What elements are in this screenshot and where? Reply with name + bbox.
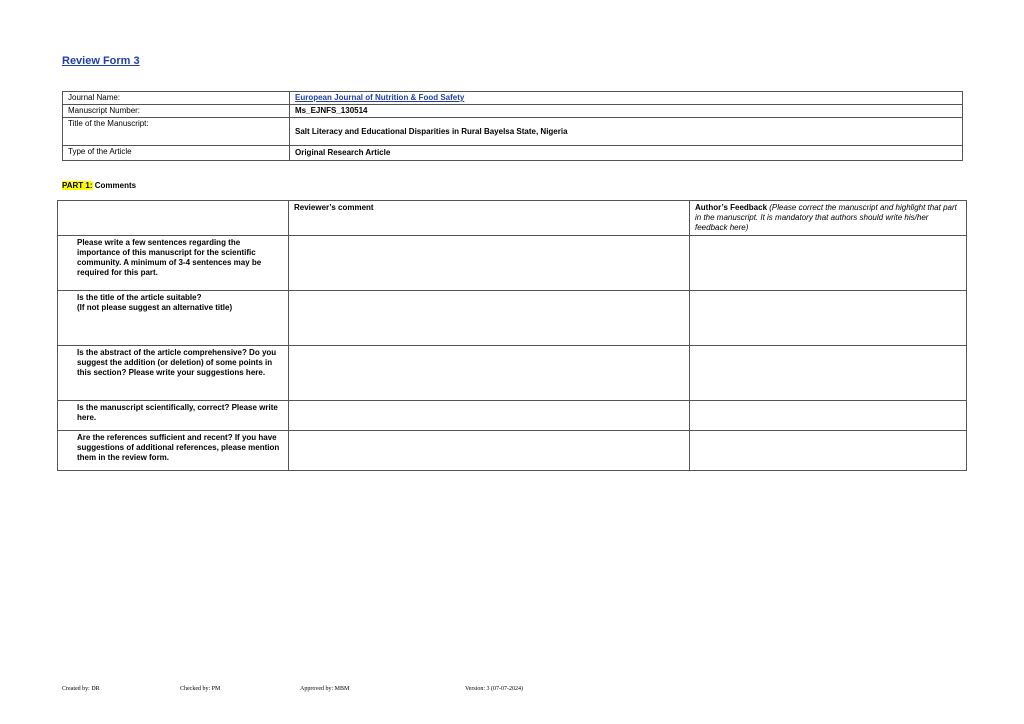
table-row: [58, 431, 967, 471]
table-row: [58, 346, 967, 401]
footer-version: Version: 3 (07-07-2024): [465, 686, 523, 692]
table-row: [58, 401, 967, 431]
author-feedback-header: [690, 201, 967, 236]
question-correctness: Is the manuscript scientifically, correct? Please write here.: [58, 401, 289, 431]
reviewer-comment-cell[interactable]: [289, 431, 690, 471]
author-feedback-label: Author’s Feedback: [695, 203, 768, 212]
journal-name-label: Journal Name:: [63, 92, 290, 105]
table-row: [63, 118, 963, 146]
question-references: Are the references sufficient and recent? If you have suggestions of additional references, please mention them in the review form.: [58, 431, 289, 471]
author-feedback-cell[interactable]: [690, 291, 967, 346]
author-feedback-cell[interactable]: [690, 236, 967, 291]
manuscript-number-value: Ms_EJNFS_130514: [290, 105, 963, 118]
author-feedback-cell[interactable]: [690, 401, 967, 431]
reviewer-comment-header: Reviewer’s comment: [289, 201, 690, 236]
journal-name-link[interactable]: European Journal of Nutrition & Food Safety: [295, 93, 465, 102]
part1-label: PART 1:: [62, 181, 93, 190]
author-feedback-note: (Please correct the manuscript and highlight that part in the manuscript. It is mandatory that authors should write his/her feedback here): [695, 203, 957, 232]
header-row: [58, 201, 967, 236]
footer-created-by: Created by: DR: [62, 686, 100, 692]
table-row: [63, 146, 963, 161]
footer-checked-by: Checked by: PM: [180, 686, 221, 692]
manuscript-title-label: Title of the Manuscript:: [63, 118, 290, 146]
form-title: Review Form 3: [62, 55, 140, 67]
reviewer-comment-cell[interactable]: [289, 291, 690, 346]
comments-table: [57, 200, 967, 471]
table-row: [58, 291, 967, 346]
journal-name-cell: [290, 92, 963, 105]
reviewer-comment-cell[interactable]: [289, 236, 690, 291]
footer-approved-by: Approved by: MBM: [300, 686, 350, 692]
table-row: [58, 236, 967, 291]
author-feedback-cell[interactable]: [690, 431, 967, 471]
manuscript-info-table: [62, 91, 963, 161]
manuscript-number-label: Manuscript Number:: [63, 105, 290, 118]
part1-title: Comments: [92, 181, 137, 190]
article-type-label: Type of the Article: [63, 146, 290, 161]
table-row: [63, 92, 963, 105]
question-importance: Please write a few sentences regarding the importance of this manuscript for the scientific community. A minimum of 3-4 sentences may be required for this part.: [58, 236, 289, 291]
part1-heading: [62, 181, 136, 190]
header-empty-cell: [58, 201, 289, 236]
question-abstract: Is the abstract of the article comprehensive? Do you suggest the addition (or deletion) of some points in this section? Please write your suggestions here.: [58, 346, 289, 401]
reviewer-comment-cell[interactable]: [289, 401, 690, 431]
reviewer-comment-cell[interactable]: [289, 346, 690, 401]
table-row: [63, 105, 963, 118]
question-title: Is the title of the article suitable? (If not please suggest an alternative title): [58, 291, 289, 346]
manuscript-title-value: Salt Literacy and Educational Disparities in Rural Bayelsa State, Nigeria: [290, 118, 963, 146]
article-type-value: Original Research Article: [290, 146, 963, 161]
author-feedback-cell[interactable]: [690, 346, 967, 401]
